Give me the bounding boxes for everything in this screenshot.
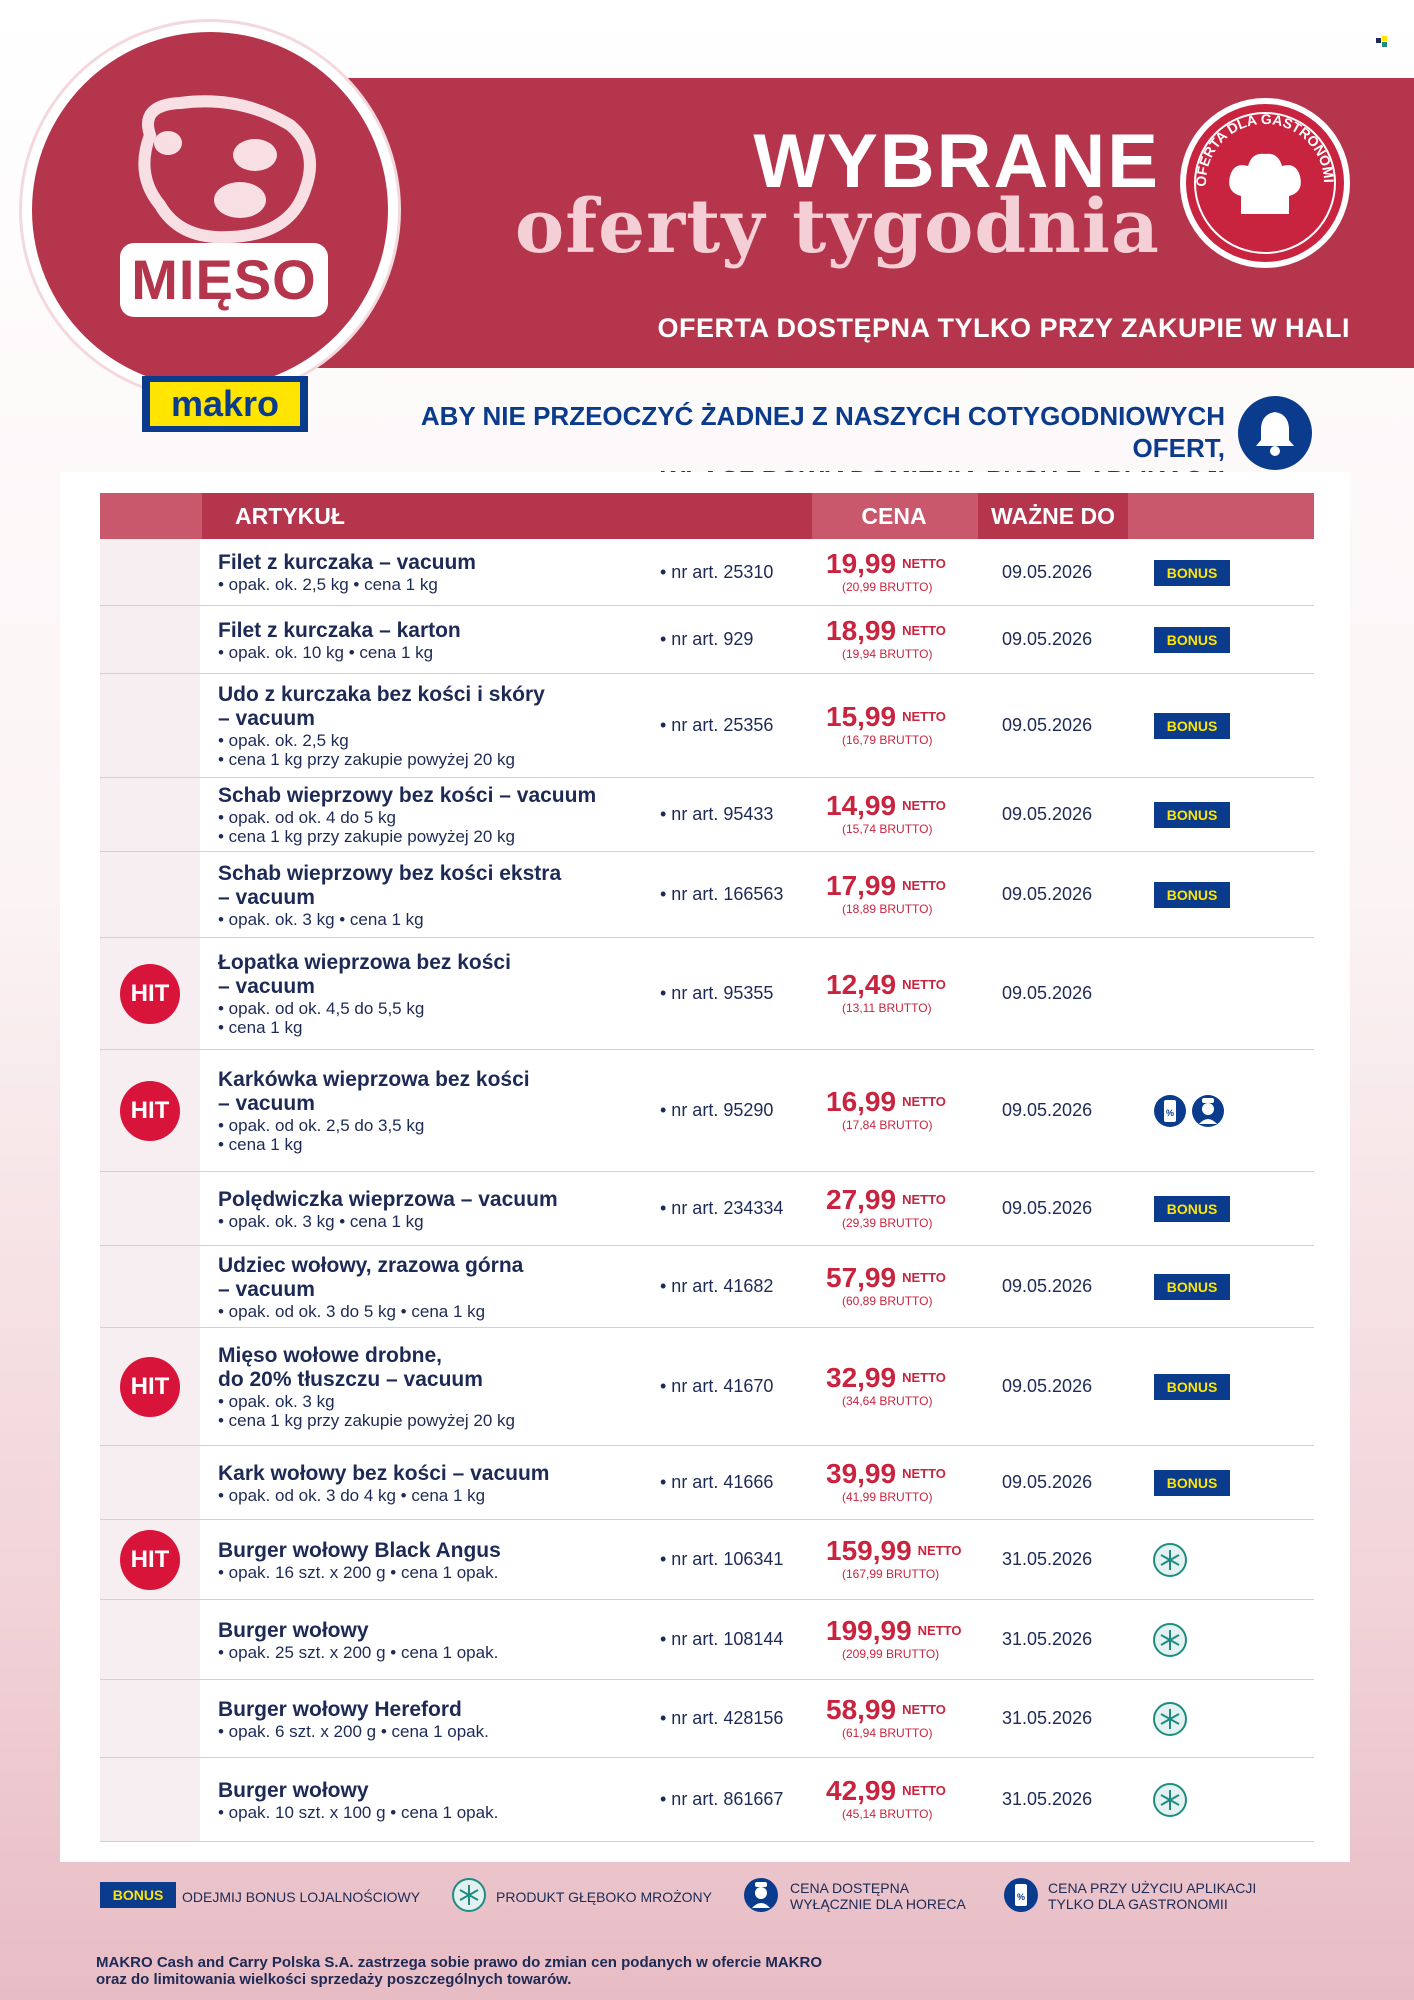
netto-label: NETTO [902, 1094, 946, 1109]
gross-price: (34,64 BRUTTO) [842, 1394, 933, 1408]
price-box [826, 1263, 976, 1309]
item-name: Burger wołowy [218, 1779, 369, 1802]
bonus-badge: BONUS [1154, 1470, 1230, 1496]
valid-until-date: 09.05.2026 [1002, 1198, 1093, 1218]
net-price-value: 39,99 [826, 1458, 897, 1489]
net-price [826, 1263, 976, 1293]
table-row [100, 1600, 1314, 1680]
snowflake-icon [452, 1878, 486, 1912]
valid-until-date: 09.05.2026 [1002, 1100, 1093, 1120]
table-row [100, 1520, 1314, 1600]
item-name: Burger wołowy Hereford [218, 1698, 462, 1721]
chef-hat-icon [1186, 104, 1344, 262]
hit-cell [100, 1446, 200, 1519]
article-number: • nr art. 25356 [660, 715, 774, 735]
valid-until-date: 31.05.2026 [1002, 1708, 1093, 1728]
item-name: Kark wołowy bez kości – vacuum [218, 1462, 550, 1485]
item-name: Łopatka wieprzowa bez kości [218, 951, 511, 974]
price-box [826, 1695, 976, 1741]
article-number: • nr art. 166563 [660, 884, 784, 904]
item-detail: • opak. ok. 3 kg • cena 1 kg [218, 910, 424, 929]
steak-icon [120, 95, 320, 245]
price-box [826, 1776, 976, 1822]
hit-badge: HIT [120, 1357, 180, 1417]
item-detail: • opak. od ok. 3 do 4 kg • cena 1 kg [218, 1486, 486, 1505]
hit-cell [100, 1246, 200, 1327]
gross-price: (17,84 BRUTTO) [842, 1118, 933, 1132]
valid-until-date: 09.05.2026 [1002, 804, 1093, 824]
netto-label: NETTO [902, 977, 946, 992]
item-name: Schab wieprzowy bez kości – vacuum [218, 784, 597, 807]
gross-price: (41,99 BRUTTO) [842, 1490, 933, 1504]
bell-icon[interactable] [1238, 396, 1312, 470]
article-number: • nr art. 234334 [660, 1198, 784, 1218]
item-detail: • cena 1 kg przy zakupie powyżej 20 kg [218, 750, 516, 769]
price-box [826, 871, 976, 917]
hit-cell [100, 1172, 200, 1245]
column-header-valid-until: WAŻNE DO [978, 493, 1128, 539]
hit-cell [100, 1680, 200, 1757]
item-detail: • opak. ok. 2,5 kg • cena 1 kg [218, 575, 438, 594]
gross-price: (16,79 BRUTTO) [842, 733, 933, 747]
item-name: Filet z kurczaka – vacuum [218, 551, 476, 574]
legend-bonus-text: ODEJMIJ BONUS LOJALNOŚCIOWY [182, 1889, 421, 1905]
legend [100, 1878, 1314, 1918]
valid-until-date: 31.05.2026 [1002, 1549, 1093, 1569]
legend-horeca-line2: WYŁĄCZNIE DLA HORECA [790, 1896, 966, 1912]
snowflake-icon [1153, 1623, 1187, 1657]
price-box [826, 1459, 976, 1505]
item-name: – vacuum [218, 1092, 315, 1115]
corner-mark-icon [1376, 36, 1388, 48]
gross-price: (13,11 BRUTTO) [842, 1001, 932, 1015]
item-detail: • cena 1 kg [218, 1135, 303, 1154]
table-row [100, 852, 1314, 938]
table-row [100, 1246, 1314, 1328]
net-price [826, 1776, 976, 1806]
net-price-value: 27,99 [826, 1184, 897, 1215]
item-name: Polędwiczka wieprzowa – vacuum [218, 1188, 558, 1211]
netto-label: NETTO [902, 623, 946, 638]
netto-label: NETTO [902, 1466, 946, 1481]
push-notice-line1: ABY NIE PRZEOCZYĆ ŻADNEJ Z NASZYCH COTYGODNIOWYCH OFERT, [420, 401, 1225, 463]
netto-label: NETTO [917, 1543, 962, 1558]
netto-label: NETTO [902, 878, 946, 893]
net-price-value: 159,99 [826, 1535, 912, 1566]
item-detail: • cena 1 kg [218, 1018, 303, 1037]
valid-until-date: 09.05.2026 [1002, 629, 1093, 649]
item-detail: • opak. 6 szt. x 200 g • cena 1 opak. [218, 1722, 489, 1741]
net-price [826, 1616, 976, 1646]
net-price-value: 57,99 [826, 1262, 897, 1293]
table-header [100, 493, 1314, 539]
item-name: Mięso wołowe drobne, [218, 1344, 443, 1367]
net-price-value: 42,99 [826, 1775, 897, 1806]
article-number: • nr art. 106341 [660, 1549, 784, 1569]
legal-note-line2: oraz do limitowania wielkości sprzedaży poszczególnych towarów. [96, 1971, 572, 1988]
table-row [100, 938, 1314, 1050]
hit-badge: HIT [120, 1081, 180, 1141]
netto-label: NETTO [902, 709, 946, 724]
legend-horeca-text [790, 1880, 1010, 1912]
legend-app-text [1048, 1880, 1308, 1912]
hit-cell [100, 606, 200, 673]
bonus-badge: BONUS [1154, 882, 1230, 908]
price-box [826, 1616, 976, 1662]
price-box [826, 791, 976, 837]
article-number: • nr art. 428156 [660, 1708, 784, 1728]
price-box [826, 549, 976, 595]
legend-app-line2: TYLKO DLA GASTRONOMII [1048, 1896, 1228, 1912]
article-number: • nr art. 41682 [660, 1276, 774, 1296]
item-detail: • opak. 25 szt. x 200 g • cena 1 opak. [218, 1643, 499, 1662]
bonus-badge: BONUS [1154, 1374, 1230, 1400]
gross-price: (61,94 BRUTTO) [842, 1726, 933, 1740]
gross-price: (20,99 BRUTTO) [842, 580, 933, 594]
net-price [826, 1087, 976, 1117]
item-name: – vacuum [218, 975, 315, 998]
gross-price: (45,14 BRUTTO) [842, 1807, 933, 1821]
netto-label: NETTO [902, 1270, 946, 1285]
article-number: • nr art. 41670 [660, 1376, 774, 1396]
article-number: • nr art. 95290 [660, 1100, 774, 1120]
valid-until-date: 09.05.2026 [1002, 884, 1093, 904]
valid-until-date: 31.05.2026 [1002, 1629, 1093, 1649]
item-name: Burger wołowy Black Angus [218, 1539, 501, 1562]
title-oferty-tygodnia: oferty tygodnia [514, 184, 1160, 270]
netto-label: NETTO [902, 1702, 946, 1717]
netto-label: NETTO [917, 1623, 962, 1638]
item-detail: • opak. 10 szt. x 100 g • cena 1 opak. [218, 1803, 499, 1822]
item-detail: • opak. ok. 2,5 kg [218, 731, 349, 750]
item-name: Udo z kurczaka bez kości i skóry [218, 683, 545, 706]
net-price [826, 702, 976, 732]
hit-cell [100, 674, 200, 777]
net-price [826, 970, 976, 1000]
hall-notice: OFERTA DOSTĘPNA TYLKO PRZY ZAKUPIE W HALI [657, 313, 1350, 343]
column-header-price: CENA [814, 493, 974, 539]
table-row [100, 1758, 1314, 1842]
table-row [100, 1328, 1314, 1446]
table-row [100, 1680, 1314, 1758]
net-price-value: 18,99 [826, 615, 897, 646]
bonus-badge: BONUS [1154, 802, 1230, 828]
legal-note-line1: MAKRO Cash and Carry Polska S.A. zastrzega sobie prawo do zmian cen podanych w ofercie MAKRO [96, 1954, 822, 1971]
gross-price: (209,99 BRUTTO) [842, 1647, 940, 1661]
hit-cell [100, 778, 200, 851]
table-row [100, 1050, 1314, 1172]
price-box [826, 1363, 976, 1409]
valid-until-date: 09.05.2026 [1002, 983, 1093, 1003]
item-detail: • cena 1 kg przy zakupie powyżej 20 kg [218, 827, 516, 846]
category-label: MIĘSO [120, 243, 328, 317]
snowflake-icon [1153, 1702, 1187, 1736]
chef-icon [744, 1878, 778, 1912]
item-detail: • opak. od ok. 4 do 5 kg [218, 808, 396, 827]
column-header-article: ARTYKUŁ [202, 493, 812, 539]
price-box [826, 616, 976, 662]
bonus-badge: BONUS [1154, 713, 1230, 739]
netto-label: NETTO [902, 798, 946, 813]
bonus-badge: BONUS [1154, 627, 1230, 653]
netto-label: NETTO [902, 1192, 946, 1207]
table-row [100, 606, 1314, 674]
article-number: • nr art. 108144 [660, 1629, 784, 1649]
net-price-value: 17,99 [826, 870, 897, 901]
valid-until-date: 09.05.2026 [1002, 715, 1093, 735]
legend-app-line1: CENA PRZY UŻYCIU APLIKACJI [1048, 1880, 1257, 1896]
net-price [826, 1185, 976, 1215]
gross-price: (15,74 BRUTTO) [842, 822, 933, 836]
hit-badge: HIT [120, 964, 180, 1024]
gross-price: (29,39 BRUTTO) [842, 1216, 933, 1230]
bonus-badge: BONUS [1154, 1196, 1230, 1222]
chef-icon [1192, 1095, 1224, 1127]
snowflake-icon [1153, 1783, 1187, 1817]
legend-horeca-line1: CENA DOSTĘPNA [790, 1880, 910, 1896]
item-name: Burger wołowy [218, 1619, 369, 1642]
title-wybrane: WYBRANE [753, 119, 1160, 204]
gross-price: (18,89 BRUTTO) [842, 902, 933, 916]
svg-text:%: % [1016, 1892, 1026, 1902]
bonus-badge: BONUS [1154, 1274, 1230, 1300]
valid-until-date: 09.05.2026 [1002, 1276, 1093, 1296]
net-price-value: 15,99 [826, 701, 897, 732]
item-detail: • opak. ok. 3 kg • cena 1 kg [218, 1212, 424, 1231]
net-price [826, 791, 976, 821]
item-name: – vacuum [218, 707, 315, 730]
item-name: do 20% tłuszczu – vacuum [218, 1368, 483, 1391]
table-row [100, 778, 1314, 852]
net-price-value: 32,99 [826, 1362, 897, 1393]
price-box [826, 970, 976, 1016]
makro-logo [142, 376, 308, 432]
gastronomy-badge [1180, 98, 1350, 268]
article-number: • nr art. 861667 [660, 1789, 784, 1809]
item-detail: • opak. ok. 3 kg [218, 1392, 335, 1411]
mobile-app-icon [1004, 1878, 1038, 1912]
legend-frozen-text: PRODUKT GŁĘBOKO MROŻONY [496, 1889, 712, 1905]
net-price [826, 1695, 976, 1725]
net-price-value: 58,99 [826, 1694, 897, 1725]
net-price-value: 199,99 [826, 1615, 912, 1646]
valid-until-date: 31.05.2026 [1002, 1789, 1093, 1809]
legal-note [96, 1954, 996, 1988]
hit-badge: HIT [120, 1530, 180, 1590]
net-price [826, 1459, 976, 1489]
price-box [826, 1087, 976, 1133]
table-row [100, 1172, 1314, 1246]
price-box [826, 702, 976, 748]
article-number: • nr art. 95355 [660, 983, 774, 1003]
item-name: Karkówka wieprzowa bez kości [218, 1068, 530, 1091]
article-number: • nr art. 95433 [660, 804, 774, 824]
article-number: • nr art. 41666 [660, 1472, 774, 1492]
table-row [100, 539, 1314, 606]
gross-price: (60,89 BRUTTO) [842, 1294, 933, 1308]
price-box [826, 1185, 976, 1231]
item-name: – vacuum [218, 1278, 315, 1301]
svg-text:%: % [1165, 1108, 1175, 1118]
table-row [100, 674, 1314, 778]
valid-until-date: 09.05.2026 [1002, 562, 1093, 582]
legend-bonus-badge: BONUS [100, 1882, 176, 1908]
item-detail: • opak. od ok. 3 do 5 kg • cena 1 kg [218, 1302, 486, 1321]
item-name: Schab wieprzowy bez kości ekstra [218, 862, 562, 885]
net-price-value: 16,99 [826, 1086, 897, 1117]
item-name: Filet z kurczaka – karton [218, 619, 461, 642]
net-price-value: 19,99 [826, 548, 897, 579]
gross-price: (167,99 BRUTTO) [842, 1567, 940, 1581]
item-detail: • opak. ok. 10 kg • cena 1 kg [218, 643, 434, 662]
snowflake-icon [1153, 1543, 1187, 1577]
netto-label: NETTO [902, 1370, 946, 1385]
valid-until-date: 09.05.2026 [1002, 1472, 1093, 1492]
article-number: • nr art. 25310 [660, 562, 774, 582]
hit-cell [100, 1758, 200, 1841]
net-price [826, 549, 976, 579]
article-number: • nr art. 929 [660, 629, 754, 649]
gross-price: (19,94 BRUTTO) [842, 647, 933, 661]
hit-cell [100, 539, 200, 605]
item-detail: • opak. 16 szt. x 200 g • cena 1 opak. [218, 1563, 499, 1582]
gastronomy-badge-text: OFERTA DLA GASTRONOMI [1192, 110, 1338, 187]
item-detail: • opak. od ok. 4,5 do 5,5 kg [218, 999, 425, 1018]
net-price [826, 871, 976, 901]
price-box [826, 1536, 976, 1582]
netto-label: NETTO [902, 556, 946, 571]
valid-until-date: 09.05.2026 [1002, 1376, 1093, 1396]
hit-cell [100, 1600, 200, 1679]
net-price-value: 14,99 [826, 790, 897, 821]
hit-cell [100, 852, 200, 937]
mobile-app-icon [1154, 1095, 1186, 1127]
item-name: Udziec wołowy, zrazowa górna [218, 1254, 524, 1277]
netto-label: NETTO [902, 1783, 946, 1798]
table-row [100, 1446, 1314, 1520]
item-detail: • opak. od ok. 2,5 do 3,5 kg [218, 1116, 425, 1135]
item-detail: • cena 1 kg przy zakupie powyżej 20 kg [218, 1411, 516, 1430]
bonus-badge: BONUS [1154, 560, 1230, 586]
makro-logo-text: makro [150, 382, 300, 426]
item-name: – vacuum [218, 886, 315, 909]
net-price-value: 12,49 [826, 969, 897, 1000]
net-price [826, 1363, 976, 1393]
net-price [826, 616, 976, 646]
net-price [826, 1536, 976, 1566]
